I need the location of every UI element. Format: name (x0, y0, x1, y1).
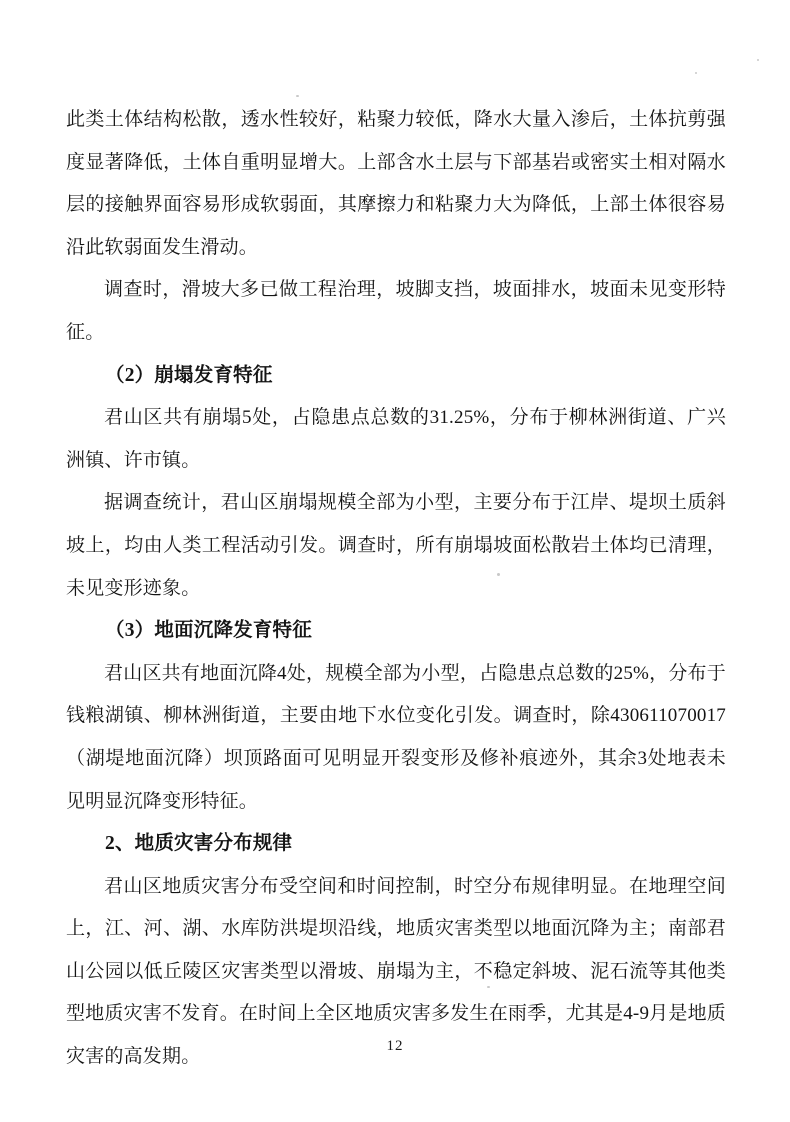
paragraph-slope-soil-continuation: 此类土体结构松散，透水性较好，粘聚力较低，降水大量入渗后，土体抗剪强度显著降低，土体自重明显增大。上部含水土层与下部基岩或密实土相对隔水层的接触界面容易形成软弱面，其摩擦力和粘聚力大为降低，上部土体很容易沿此软弱面发生滑动。 (66, 109, 726, 258)
page-footer (0, 1037, 790, 1055)
heading-disaster-distribution-pattern: 2、地质灾害分布规律 (105, 833, 293, 855)
scan-artifact-dot (296, 95, 299, 97)
paragraph-subsidence-count: 君山区共有地面沉降4处，规模全部为小型，占隐患点总数的25%，分布于钱粮湖镇、柳林洲街道，主要由地下水位变化引发。调查时，除430611070017（湖堤地面沉降）坝顶路面可见明显开裂变形及修补痕迹外，其余3处地表未见明显沉降变形特征。 (66, 662, 726, 812)
scan-artifact-dot (487, 986, 490, 988)
paragraph-distribution-pattern: 君山区地质灾害分布受空间和时间控制，时空分布规律明显。在地理空间上，江、河、湖、水库防洪堤坝沿线，地质灾害类型以地面沉降为主；南部君山公园以低丘陵区灾害类型以滑坡、崩塌为主，不稳定斜坡、泥石流等其他类型地质灾害不发育。在时间上全区地质灾害多发生在雨季，尤其是4-9月是地质灾害的高发期。 (66, 875, 726, 1068)
scan-artifact-dot (757, 59, 759, 61)
scan-artifact-dot (497, 573, 500, 576)
paragraph-collapse-survey-stats: 据调查统计，君山区崩塌规模全部为小型，主要分布于江岸、堤坝土质斜坡上，均由人类工程活动引发。调查时，所有崩塌坡面松散岩土体均已清理，未见变形迹象。 (66, 492, 726, 599)
heading-land-subsidence-features: （3）地面沉降发育特征 (105, 620, 312, 642)
scan-artifact-dot (695, 72, 697, 74)
page-number: 12 (386, 1038, 404, 1054)
heading-collapse-development-features: （2）崩塌发育特征 (105, 364, 273, 386)
paragraph-collapse-count: 君山区共有崩塌5处，占隐患点总数的31.25%，分布于柳林洲街道、广兴洲镇、许市镇。 (66, 407, 726, 471)
text-content (66, 99, 726, 1079)
paragraph-landslide-survey-treatment: 调查时，滑坡大多已做工程治理，坡脚支挡，坡面排水，坡面未见变形特征。 (66, 279, 726, 343)
